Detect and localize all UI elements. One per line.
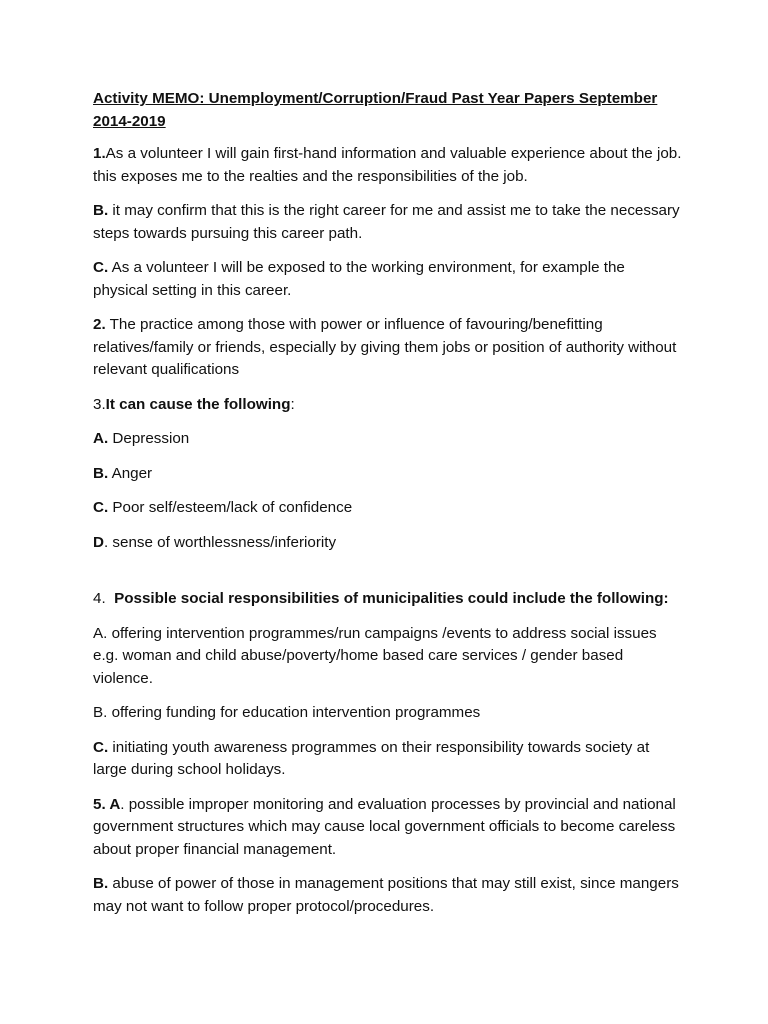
- document-page: [93, 88, 683, 930]
- answer-text: initiating youth awareness programmes on their responsibility towards society at large during school holidays.: [93, 738, 650, 778]
- answer-text: As a volunteer I will be exposed to the working environment, for example the physical setting in this career.: [93, 259, 625, 299]
- answer-text: Depression: [108, 430, 190, 447]
- answer-3: [93, 394, 683, 417]
- answer-1b: [93, 200, 683, 245]
- answer-3c: [93, 497, 683, 520]
- answer-text: . offering funding for education intervention programmes: [103, 704, 481, 721]
- answer-label: C.: [93, 738, 109, 756]
- answer-4c: [93, 737, 683, 782]
- answer-4: [93, 588, 683, 611]
- answer-5b: [93, 873, 683, 918]
- answer-heading: Possible social responsibilities of municipalities could include the following:: [114, 590, 669, 607]
- answer-1: [93, 143, 683, 188]
- answer-label: C.: [93, 499, 109, 516]
- answer-label: 3.: [93, 395, 106, 413]
- answer-text: . possible improper monitoring and evaluation processes by provincial and national government structures which may cause local government officials to become careless about proper financial management.: [93, 795, 676, 858]
- answer-label: 5. A: [93, 795, 121, 813]
- answer-label: A.: [93, 430, 109, 447]
- page-title: Activity MEMO: Unemployment/Corruption/Fraud Past Year Papers September 2014-2019: [93, 90, 658, 130]
- answer-suffix: :: [290, 395, 295, 413]
- answer-separator: .: [101, 590, 115, 607]
- answer-label: C.: [93, 259, 109, 276]
- answer-label: D: [93, 533, 104, 551]
- answer-4a: [93, 623, 683, 691]
- answer-label: B.: [93, 464, 109, 482]
- answer-3d: [93, 532, 683, 555]
- answer-text: . offering intervention programmes/run campaigns /events to address social issues e.g. woman and child abuse/poverty/home based care services / gender based violence.: [93, 624, 657, 687]
- answer-2: [93, 314, 683, 382]
- answer-heading: It can cause the following: [105, 395, 291, 413]
- answer-label: A: [93, 624, 104, 642]
- section-spacer: [93, 566, 683, 588]
- answer-label: B: [93, 704, 104, 721]
- answer-3a: [93, 428, 683, 451]
- answer-text: Poor self/esteem/lack of confidence: [108, 499, 353, 516]
- answer-3b: [93, 463, 683, 486]
- answer-text: Anger: [108, 464, 153, 482]
- answer-text: abuse of power of those in management positions that may still exist, since mangers may not want to follow proper protocol/procedures.: [93, 875, 679, 915]
- answer-text: it may confirm that this is the right career for me and assist me to take the necessary steps towards pursuing this career path.: [93, 202, 680, 242]
- answer-text: As a volunteer I will gain first-hand information and valuable experience about the job. this exposes me to the realties and the responsibilities of the job.: [93, 145, 682, 185]
- answer-label: B.: [93, 202, 109, 219]
- answer-label: 1.: [93, 145, 106, 162]
- answer-1c: [93, 257, 683, 302]
- answer-text: . sense of worthlessness/inferiority: [103, 533, 337, 551]
- answer-5: [93, 794, 683, 862]
- answer-label: B.: [93, 875, 109, 892]
- answer-label: 4: [93, 590, 102, 607]
- answer-4b: [93, 702, 683, 725]
- answer-label: 2.: [93, 316, 106, 333]
- answer-text: The practice among those with power or influence of favouring/benefitting relatives/family or friends, especially by giving them jobs or position of authority without relevant qualifications: [93, 316, 677, 378]
